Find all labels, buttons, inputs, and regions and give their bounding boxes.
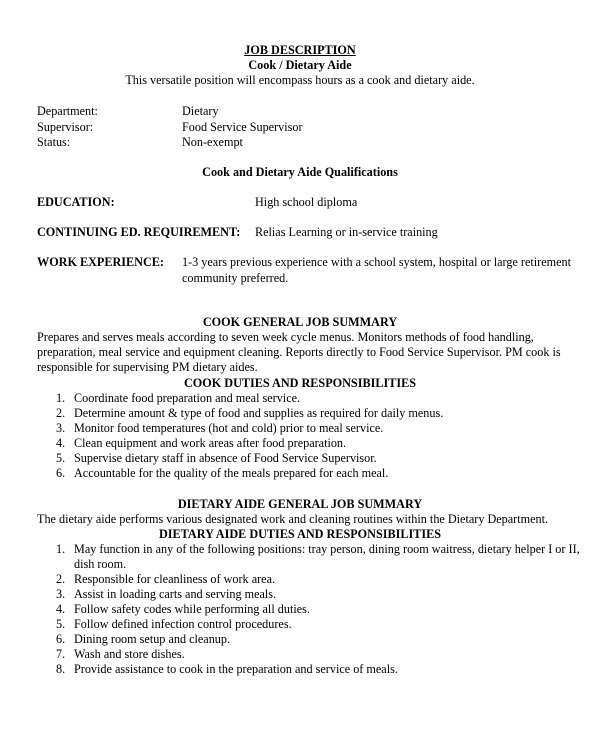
list-item-number: 1. [56,391,66,405]
list-item [37,466,572,481]
list-item-text: Follow defined infection control procedures. [74,617,292,631]
list-item-number: 5. [56,617,66,631]
list-item-text: Assist in loading carts and serving meals. [74,587,277,601]
list-item [37,421,572,436]
status-label: Status: [37,135,71,149]
supervisor-value: Food Service Supervisor [182,120,303,134]
continuing-ed-value: Relias Learning or in-service training [255,225,438,239]
continuing-ed-label: CONTINUING ED. REQUIREMENT: [37,225,241,239]
list-item-text: Dining room setup and cleanup. [74,632,231,646]
list-item-text: Provide assistance to cook in the preparation and service of meals. [74,662,398,676]
aide-summary-heading: DIETARY AIDE GENERAL JOB SUMMARY [177,497,423,511]
cook-duties-heading: COOK DUTIES AND RESPONSIBILITIES [184,376,416,390]
aide-summary-text: The dietary aide performs various designated work and cleaning routines within the Dietary Department. [37,512,549,526]
list-item-text: Responsible for cleanliness of work area. [74,572,276,586]
list-item-text: Clean equipment and work areas after food preparation. [74,436,347,450]
list-item [37,632,585,647]
list-item [37,436,572,451]
list-item-text: Supervise dietary staff in absence of Food Service Supervisor. [74,451,377,465]
list-item [37,406,572,421]
qualifications-heading: Cook and Dietary Aide Qualifications [202,165,398,179]
education-label: EDUCATION: [37,195,115,209]
list-item-number: 1. [56,542,66,556]
list-item [37,391,572,406]
cook-summary-heading: COOK GENERAL JOB SUMMARY [202,315,398,329]
list-item-number: 6. [56,466,66,480]
status-value: Non-exempt [182,135,243,149]
list-item [37,572,585,587]
list-item-text: Determine amount & type of food and supplies as required for daily menus. [74,406,444,420]
list-item [37,602,585,617]
list-item-text: Wash and store dishes. [74,647,185,661]
document-subtitle: Cook / Dietary Aide [248,58,352,72]
aide-duties-list [37,542,585,677]
work-experience-label: WORK EXPERIENCE: [37,255,164,269]
list-item [37,542,585,572]
list-item [37,451,572,466]
cook-duties-list [37,391,572,481]
list-item-text: Accountable for the quality of the meals prepared for each meal. [74,466,389,480]
list-item-number: 2. [56,572,66,586]
intro-text: This versatile position will encompass hours as a cook and dietary aide. [125,73,475,87]
list-item-number: 8. [56,662,66,676]
list-item [37,617,585,632]
list-item-number: 3. [56,587,66,601]
aide-duties-heading: DIETARY AIDE DUTIES AND RESPONSIBILITIES [159,527,441,541]
list-item [37,647,585,662]
cook-summary-text: Prepares and serves meals according to seven week cycle menus. Monitors methods of food handling, preparation, meal service and equipment cleaning. Reports directly to Food Service Supervisor. PM cook is responsible for supervising PM dietary aides. [37,330,561,374]
work-experience-line2: community preferred. [182,271,289,285]
education-value: High school diploma [255,195,358,209]
list-item-number: 2. [56,406,66,420]
list-item-text: Coordinate food preparation and meal service. [74,391,301,405]
department-label: Department: [37,104,98,118]
department-value: Dietary [182,104,219,118]
list-item-number: 5. [56,451,66,465]
list-item-number: 4. [56,436,66,450]
list-item-text: Follow safety codes while performing all duties. [74,602,310,616]
list-item-number: 4. [56,602,66,616]
list-item-text: May function in any of the following positions: tray person, dining room waitress, dietary helper I or II, dish room. [74,542,580,571]
work-experience-line1: 1-3 years previous experience with a school system, hospital or large retirement [182,255,571,269]
list-item [37,587,585,602]
list-item [37,662,585,677]
list-item-number: 3. [56,421,66,435]
document-title: JOB DESCRIPTION [244,43,356,57]
list-item-number: 7. [56,647,66,661]
supervisor-label: Supervisor: [37,120,94,134]
list-item-number: 6. [56,632,66,646]
list-item-text: Monitor food temperatures (hot and cold) prior to meal service. [74,421,384,435]
